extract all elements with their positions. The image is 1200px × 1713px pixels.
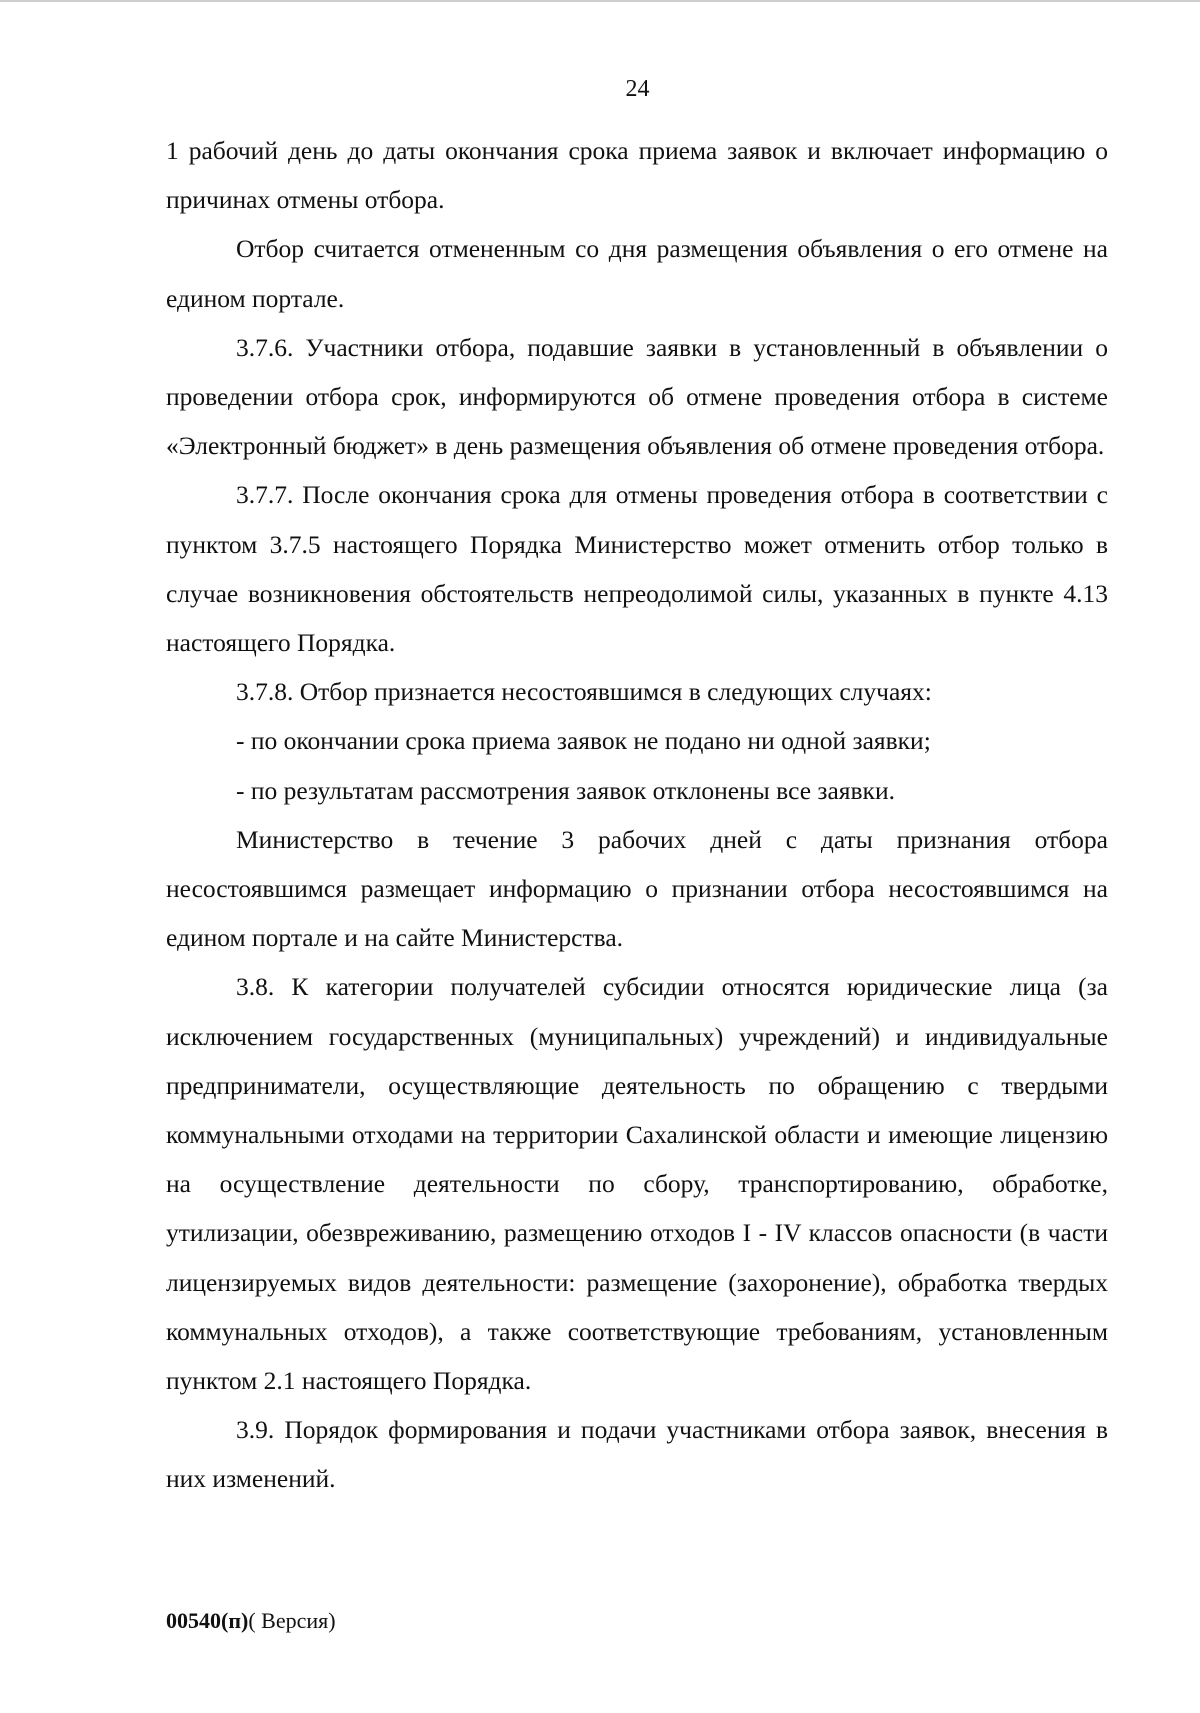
paragraph-3-8: 3.8. К категории получателей субсидии относятся юридические лица (за исключением государственных (муниципальных) учреждений) и индивидуальные предприниматели, осуществляющие деятельность по обращению с твердыми коммунальными отходами на территории Сахалинской области и имеющие лицензию на осуществление деятельности по сбору, транспортированию, обработке, утилизации, обезвреживанию, размещению отходов I - IV классов опасности (в части лицензируемых видов деятельности: размещение (захоронение), обработка твердых коммунальных отходов), а также соответствующие требованиям, установленным пунктом 2.1 настоящего Порядка. [166, 972, 1108, 1396]
paragraph-ministry-publication: Министерство в течение 3 рабочих дней с даты признания отбора несостоявшимся размещает информацию о признании отбора несостоявшимся на едином портале и на сайте Министерства. [166, 824, 1108, 953]
document-body [166, 126, 1108, 1504]
top-edge-rule [0, 0, 1200, 2]
paragraph-3-9: 3.9. Порядок формирования и подачи участниками отбора заявок, внесения в них изменений. [166, 1415, 1108, 1494]
paragraph-3-7-7: 3.7.7. После окончания срока для отмены проведения отбора в соответствии с пунктом 3.7.5 настоящего Порядка Министерство может отменить отбор только в случае возникновения обстоятельств непреодолимой силы, указанных в пункте 4.13 настоящего Порядка. [166, 480, 1108, 658]
page-number: 24 [625, 76, 650, 102]
paragraph-continuation: 1 рабочий день до даты окончания срока приема заявок и включает информацию о причинах отмены отбора. [166, 136, 1108, 215]
document-version: ( Версия) [248, 1608, 336, 1633]
paragraph-cancellation-effective: Отбор считается отмененным со дня размещения объявления о его отмене на едином портале. [166, 234, 1108, 313]
list-item-all-rejected: - по результатам рассмотрения заявок отклонены все заявки. [236, 775, 895, 805]
paragraph-3-7-6: 3.7.6. Участники отбора, подавшие заявки в установленный в объявлении о проведении отбора срок, информируются об отмене проведения отбора в системе «Электронный бюджет» в день размещения объявления об отмене проведения отбора. [166, 332, 1108, 461]
list-item-no-applications: - по окончании срока приема заявок не подано ни одной заявки; [236, 726, 931, 756]
document-code: 00540(п) [166, 1608, 249, 1633]
document-footer [166, 1608, 336, 1634]
paragraph-3-7-8: 3.7.8. Отбор признается несостоявшимся в следующих случаях: [236, 677, 932, 707]
